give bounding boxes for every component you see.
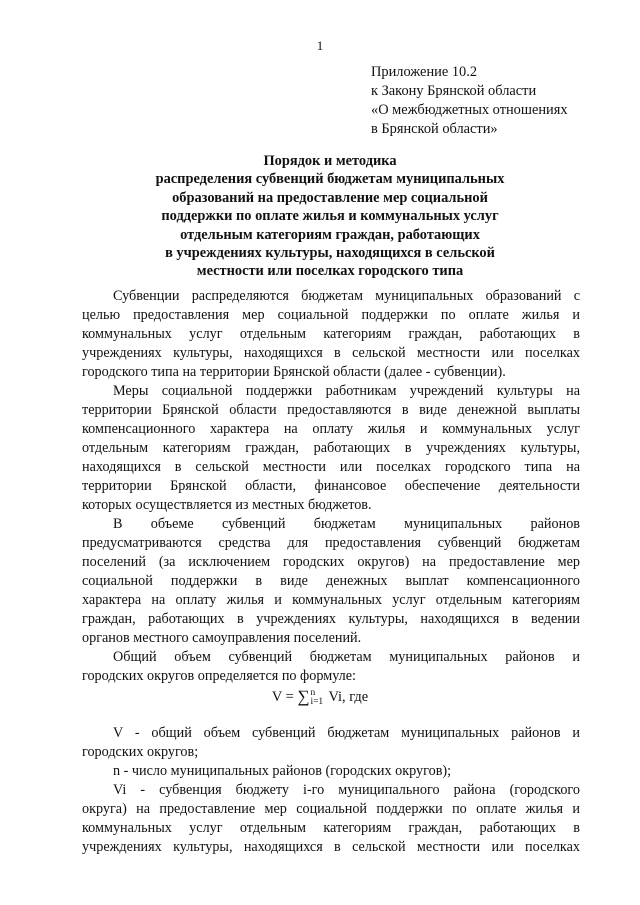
- definition-vi: [82, 781, 580, 857]
- document-body: [82, 287, 580, 686]
- definition-v: [82, 724, 580, 762]
- text-line: граждан, работающих в учреждениях культуры, находящихся в ведении: [82, 611, 580, 627]
- text-line: которых осуществляется из местных бюджетов.: [82, 497, 372, 513]
- text-line: компенсационного характера на оплату жилья и коммунальных услуг: [82, 421, 580, 437]
- sum-formula: [0, 687, 640, 707]
- text-line: характера на оплату жилья и коммунальных услуг отдельным категориям: [82, 592, 580, 608]
- text-line: Субвенции распределяются бюджетам муниципальных образований с: [113, 288, 580, 304]
- title-line: поддержки по оплате жилья и коммунальных услуг: [161, 208, 499, 225]
- text-line: целью предоставления мер социальной поддержки по оплате жилья и: [82, 307, 580, 323]
- text-line: отдельным категориям граждан, работающих в учреждениях культуры,: [82, 440, 580, 456]
- annex-reference: [371, 63, 633, 139]
- formula-rhs: Vi, где: [325, 689, 369, 705]
- text-line: V - общий объем субвенций бюджетам муниципальных районов и: [113, 725, 580, 741]
- title-line: отдельным категориям граждан, работающих: [180, 226, 480, 243]
- sum-limits: [310, 689, 323, 707]
- formula-lhs: V =: [271, 689, 298, 705]
- text-line: коммунальных услуг отдельным категориям граждан, работающих в: [82, 820, 580, 836]
- formula-definitions: [82, 724, 580, 857]
- title-line: образований на предоставление мер социальной: [172, 189, 488, 206]
- text-line: городского типа на территории Брянской области (далее - субвенции).: [82, 364, 506, 380]
- title-line: местности или поселках городского типа: [196, 263, 464, 280]
- text-line: социальной поддержки в виде денежных выплат компенсационного: [82, 573, 580, 589]
- text-line: Меры социальной поддержки работникам учреждений культуры на: [113, 383, 580, 399]
- annex-line: в Брянской области»: [371, 121, 498, 137]
- annex-line: «О межбюджетных отношениях: [371, 102, 568, 118]
- definition-n: [82, 762, 580, 781]
- text-line: городских округов;: [82, 744, 199, 760]
- paragraph-total-volume: [82, 648, 580, 686]
- sum-lower-limit: i=1: [310, 696, 324, 707]
- title-line: в учреждениях культуры, находящихся в сельской: [165, 245, 495, 262]
- paragraph-support-measures: [82, 382, 580, 515]
- text-line: территории Брянской области предоставляются в виде денежной выплаты: [82, 402, 580, 418]
- text-line: n - число муниципальных районов (городских округов);: [113, 763, 452, 779]
- paragraph-subventions: [82, 287, 580, 382]
- text-line: округа) на предоставление мер социальной поддержки по оплате жилья и: [82, 801, 580, 817]
- text-line: городских округов определяется по формуле:: [82, 668, 356, 684]
- text-line: Общий объем субвенций бюджетам муниципальных районов и: [113, 649, 580, 665]
- text-line: учреждениях культуры, находящихся в сельской местности или поселках: [82, 345, 580, 361]
- title-line: распределения субвенций бюджетам муниципальных: [155, 171, 505, 188]
- annex-line: Приложение 10.2: [371, 64, 478, 80]
- text-line: предусматриваются средства для предоставления субвенций бюджетам: [82, 535, 580, 551]
- sum-symbol: ∑: [297, 687, 310, 706]
- text-line: находящихся в сельской местности или поселках городского типа на: [82, 459, 580, 475]
- title-line: Порядок и методика: [263, 153, 397, 169]
- paragraph-district-volume: [82, 515, 580, 648]
- text-line: органов местного самоуправления поселений.: [82, 630, 362, 646]
- annex-line: к Закону Брянской области: [371, 83, 537, 99]
- document-title: [70, 152, 590, 281]
- text-line: В объеме субвенций бюджетам муниципальных районов: [113, 516, 580, 532]
- text-line: коммунальных услуг отдельным категориям граждан, работающих в: [82, 326, 580, 342]
- text-line: поселений (за исключением городских округов) на предоставление мер: [82, 554, 580, 570]
- sum-upper-limit: n: [310, 687, 316, 698]
- text-line: Vi - субвенция бюджету i-го муниципального района (городского: [113, 782, 580, 798]
- text-line: территории Брянской области, финансовое обеспечение деятельности: [82, 478, 580, 494]
- page-number: 1: [316, 38, 324, 53]
- text-line: учреждениях культуры, находящихся в сельской местности или поселках: [82, 839, 580, 855]
